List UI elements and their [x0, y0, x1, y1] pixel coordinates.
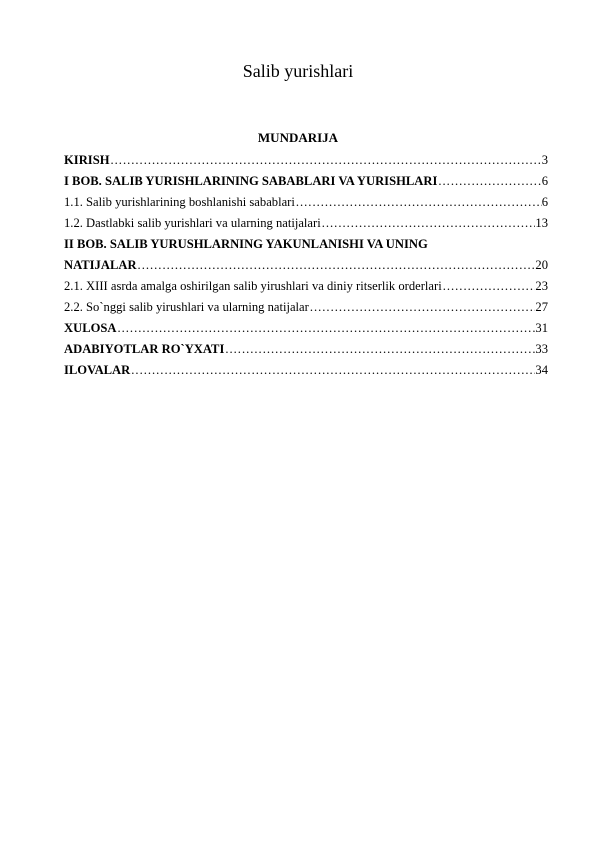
table-of-contents: [64, 150, 548, 381]
toc-entry-label: 1.2. Dastlabki salib yurishlari va ularning natijalari: [64, 216, 321, 230]
toc-entry-kirish[interactable]: [64, 150, 548, 171]
toc-leader-dots: [437, 171, 541, 192]
toc-entry-section-1-1[interactable]: [64, 192, 548, 213]
document-title: Salib yurishlari: [242, 61, 354, 81]
toc-leader-dots: [224, 339, 535, 360]
toc-entry-label: KIRISH: [64, 153, 110, 167]
toc-entry-label: I BOB. SALIB YURISHLARINING SABABLARI VA YURISHLARI: [64, 174, 438, 188]
toc-entry-page: 20: [535, 258, 548, 272]
toc-entry-chapter-2[interactable]: [64, 234, 548, 255]
toc-leader-dots: [321, 213, 536, 234]
toc-entry-label: ILOVALAR: [64, 363, 131, 377]
toc-leader-dots: [309, 297, 536, 318]
toc-entry-page: 31: [535, 321, 548, 335]
toc-entry-label: 2.1. XIII asrda amalga oshirilgan salib yirushlari va diniy ritserlik orderlari: [64, 279, 442, 293]
toc-entry-section-1-2[interactable]: [64, 213, 548, 234]
toc-entry-label: XULOSA: [64, 321, 117, 335]
toc-entry-xulosa[interactable]: [64, 318, 548, 339]
toc-entry-page: 34: [535, 363, 548, 377]
toc-entry-chapter-2-cont[interactable]: [64, 255, 548, 276]
toc-entry-adabiyotlar[interactable]: [64, 339, 548, 360]
toc-leader-dots: [110, 150, 542, 171]
toc-entry-page: 13: [535, 216, 548, 230]
toc-entry-section-2-1[interactable]: [64, 276, 548, 297]
toc-entry-page: 27: [535, 300, 548, 314]
toc-entry-label: II BOB. SALIB YURUSHLARNING YAKUNLANISHI VA UNING: [64, 237, 428, 251]
toc-leader-dots: [295, 192, 542, 213]
toc-entry-label: 2.2. So`nggi salib yirushlari va ularning natijalar: [64, 300, 309, 314]
toc-entry-page: 3: [541, 153, 548, 167]
toc-entry-label: 1.1. Salib yurishlarining boshlanishi sabablari: [64, 195, 295, 209]
toc-entry-chapter-1[interactable]: [64, 171, 548, 192]
toc-heading: MUNDARIJA: [257, 130, 339, 145]
toc-entry-label: NATIJALAR: [64, 258, 137, 272]
toc-entry-section-2-2[interactable]: [64, 297, 548, 318]
toc-entry-label: ADABIYOTLAR RO`YXATI: [64, 342, 225, 356]
toc-entry-page: 23: [535, 279, 548, 293]
toc-entry-ilovalar[interactable]: [64, 360, 548, 381]
toc-entry-page: 33: [535, 342, 548, 356]
toc-entry-page: 6: [541, 195, 548, 209]
toc-leader-dots: [442, 276, 536, 297]
toc-leader-dots: [130, 360, 535, 381]
toc-leader-dots: [137, 255, 536, 276]
toc-leader-dots: [116, 318, 535, 339]
toc-entry-page: 6: [541, 174, 548, 188]
